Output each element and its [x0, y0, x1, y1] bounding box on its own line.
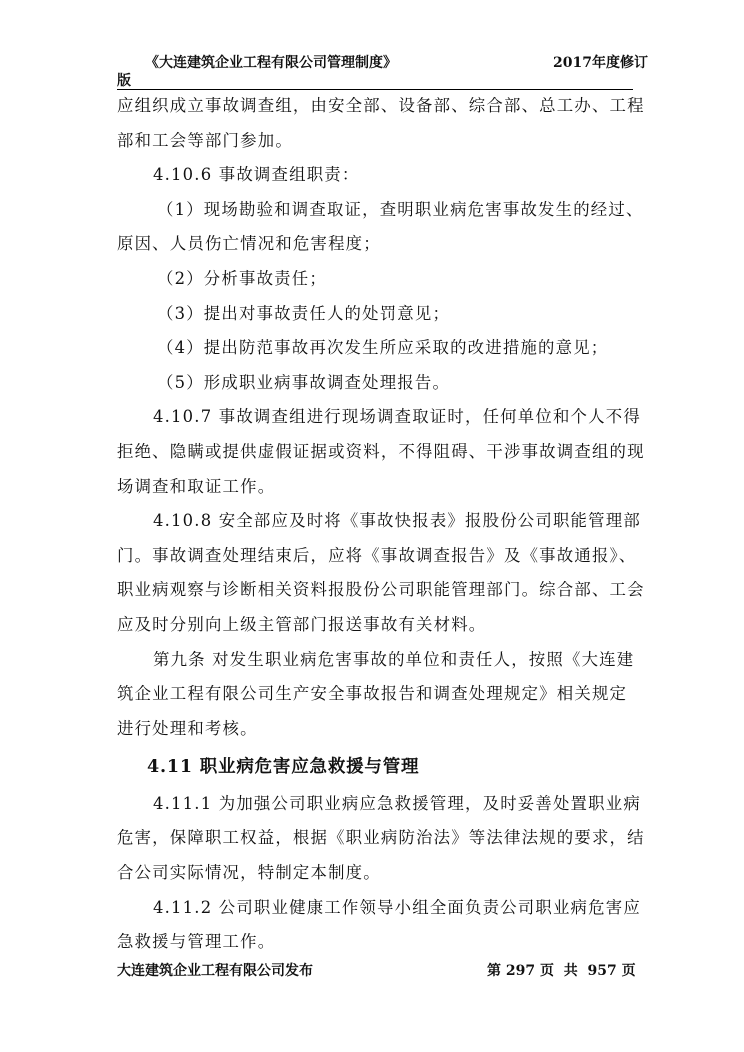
list-item: （1）现场勘验和调查取证，查明职业病危害事故发生的经过、 [157, 199, 644, 219]
body-line: 应组织成立事故调查组，由安全部、设备部、综合部、总工办、工程 [117, 96, 645, 115]
body-line: 进行处理和考核。 [117, 718, 258, 738]
article-line: 第九条 对发生职业病危害事故的单位和责任人，按照《大连建 [153, 649, 635, 669]
footer-publisher: 大连建筑企业工程有限公司发布 [117, 963, 313, 979]
list-item: （2）分析事故责任； [157, 268, 327, 288]
clause-heading: 4.10.6 事故调查组职责： [153, 165, 360, 185]
document-body [117, 89, 645, 960]
list-item: （4）提出防范事故再次发生所应采取的改进措施的意见； [157, 338, 609, 358]
clause-line: 4.11.2 公司职业健康工作领导小组全面负责公司职业病危害应 [153, 897, 641, 917]
body-line: 筑企业工程有限公司生产安全事故报告和调查处理规定》相关规定 [117, 684, 628, 704]
body-line: 拒绝、隐瞒或提供虚假证据或资料，不得阻碍、干涉事故调查组的现 [117, 441, 645, 461]
body-line: 原因、人员伤亡情况和危害程度； [117, 234, 381, 254]
body-line: 应及时分别向上级主管部门报送事故有关材料。 [117, 614, 487, 634]
list-item: （3）提出对事故责任人的处罚意见； [157, 303, 451, 323]
header-edition-tail: 版 [117, 73, 131, 89]
body-line: 合公司实际情况，特制定本制度。 [117, 863, 381, 883]
clause-line: 4.10.7 事故调查组进行现场调查取证时，任何单位和个人不得 [153, 407, 641, 427]
body-line: 职业病观察与诊断相关资料报股份公司职能管理部门。综合部、工会 [117, 580, 645, 600]
body-line: 部和工会等部门参加。 [117, 130, 293, 150]
body-line: 危害，保障职工权益，根据《职业病防治法》等法律法规的要求，结 [117, 828, 645, 848]
header-edition: 2017年度修订 [553, 55, 648, 71]
header-title: 《大连建筑企业工程有限公司管理制度》 [145, 55, 397, 71]
list-item: （5）形成职业病事故调查处理报告。 [157, 372, 451, 392]
body-line: 门。事故调查处理结束后，应将《事故调查报告》及《事故通报》、 [117, 545, 637, 565]
clause-line: 4.11.1 为加强公司职业病应急救援管理，及时妥善处置职业病 [153, 793, 641, 813]
footer-page-number: 第 297 页 共 957 页 [487, 963, 636, 979]
section-heading: 4.11 职业病危害应急救援与管理 [147, 757, 420, 778]
clause-line: 4.10.8 安全部应及时将《事故快报表》报股份公司职能管理部 [153, 511, 641, 531]
body-line: 场调查和取证工作。 [117, 476, 276, 496]
body-line: 急救援与管理工作。 [117, 932, 276, 952]
